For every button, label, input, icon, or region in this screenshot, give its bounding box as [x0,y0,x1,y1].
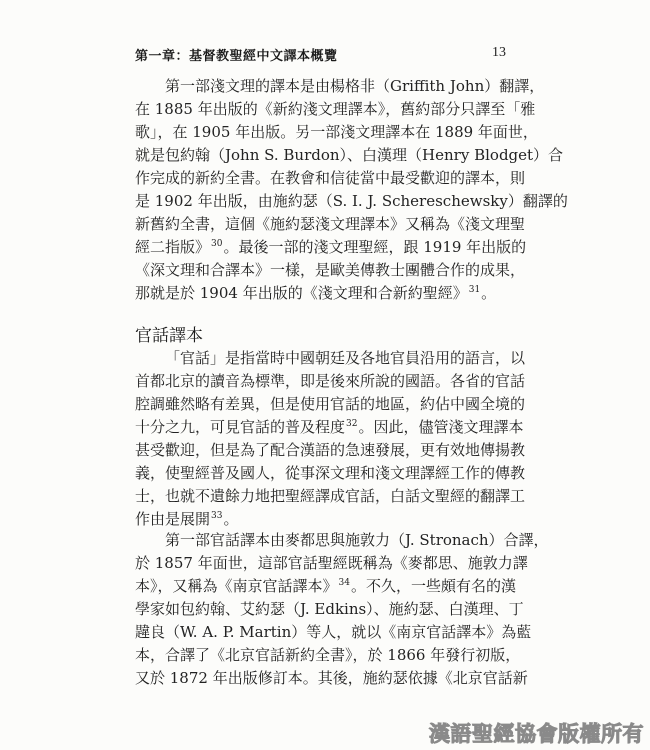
text-line [135,439,526,462]
text-segment: 經二指版》 [135,238,211,256]
running-header [135,45,506,65]
text-segment: 在 1885 年出版的《新約淺文理譯本》，舊約部分只譯至「雅 [135,100,536,118]
text-line [135,167,526,190]
text-segment: 那就是於 1904 年出版的《淺文理和合新約聖經》 [135,284,468,302]
text-segment: 「官話」是指當時中國朝廷及各地官員沿用的語言，以 [165,349,526,367]
text-segment: 第一部淺文理的譯本是由楊格非（Griffith John）翻譯， [165,77,545,95]
text-line [135,462,526,485]
text-segment: 《深文理和合譯本》一樣，是歐美傳教士團體合作的成果， [135,261,526,279]
text-line [135,370,526,393]
text-segment: 。因此，儘管淺文理譯本 [358,418,524,436]
text-line [135,598,524,621]
text-line [135,190,568,213]
text-segment: 義，使聖經普及國人，從事深文理和淺文理譯經工作的傳教 [135,464,526,482]
text-line [135,144,564,167]
text-line [135,644,521,667]
text-line [135,485,526,508]
text-segment: 作由是展開 [135,510,211,528]
text-line [135,508,506,531]
text-line [135,98,536,121]
page-number: 13 [492,45,506,60]
text-segment: 是 1902 年出版，由施約瑟（S. I. J. Schereschewsky）翻譯的 [135,192,568,210]
paragraph-1 [135,75,568,305]
text-line [135,121,538,144]
chapter-title: 第一章：基督教聖經中文譯本概覽 [135,49,338,64]
text-segment: 本》，又稱為《南京官話譯本》 [135,577,338,595]
text-segment: 第一部官話譯本由麥都思與施敦力（J. Stronach）合譯， [165,531,549,549]
text-segment: 又於 1872 年出版修訂本。其後，施約瑟依據《北京官話新 [135,669,528,687]
text-line [135,213,526,236]
text-segment: 甚受歡迎，但是為了配合漢語的急速發展，更有效地傳揚教 [135,441,526,459]
text-line [135,282,506,305]
text-segment: 士，也就不遺餘力地把聖經譯成官話，白話文聖經的翻譯工 [135,487,526,505]
text-line [135,393,526,416]
text-line [135,621,532,644]
section-heading: 官話譯本 [135,326,203,346]
text-line [135,259,526,282]
text-segment: 首都北京的讀音為標準，即是後來所說的國語。各省的官話 [135,372,526,390]
text-line [135,575,516,598]
text-segment: 腔調雖然略有差異，但是使用官話的地區，約佔中國全境的 [135,395,526,413]
copyright-watermark: 漢語聖經協會版權所有 [429,722,644,746]
paragraph-3 [135,529,549,690]
text-segment: 韙良（W. A. P. Martin）等人，就以《南京官話譯本》為藍 [135,623,532,641]
text-segment: 就是包約翰（John S. Burdon）、白漢理（Henry Blodget）合 [135,146,564,164]
text-line [135,416,524,439]
text-line [135,552,528,575]
text-segment: 歌」，在 1905 年出版。另一部淺文理譯本在 1889 年面世， [135,123,538,141]
text-segment: 作完成的新約全書。在教會和信徒當中最受歡迎的譯本，則 [135,169,526,187]
paragraph-2 [135,347,526,531]
text-segment: 新舊約全書，這個《施約瑟淺文理譯本》又稱為《淺文理聖 [135,215,526,233]
footnote-marker: 32 [346,419,358,429]
text-segment: 。 [223,510,239,528]
text-line [135,347,526,370]
text-line [135,75,545,98]
text-segment: 於 1857 年面世，這部官話聖經既稱為《麥都思、施敦力譯 [135,554,528,572]
footnote-marker: 34 [338,578,350,588]
text-segment: 。不久，一些頗有名的漢 [350,577,516,595]
text-segment: 十分之九，可見官話的普及程度 [135,418,346,436]
text-line [135,667,528,690]
footnote-marker: 33 [211,511,223,521]
text-line [135,236,527,259]
footnote-marker: 31 [468,285,481,295]
text-segment: 本，合譯了《北京官話新約全書》，於 1866 年發行初版， [135,646,521,664]
footnote-marker: 30 [211,239,223,249]
text-segment: 學家如包約翰、艾約瑟（J. Edkins）、施約瑟、白漢理、丁 [135,600,524,618]
text-line [135,529,549,552]
text-segment: 。最後一部的淺文理聖經，跟 1919 年出版的 [223,238,527,256]
text-segment: 。 [481,284,497,302]
